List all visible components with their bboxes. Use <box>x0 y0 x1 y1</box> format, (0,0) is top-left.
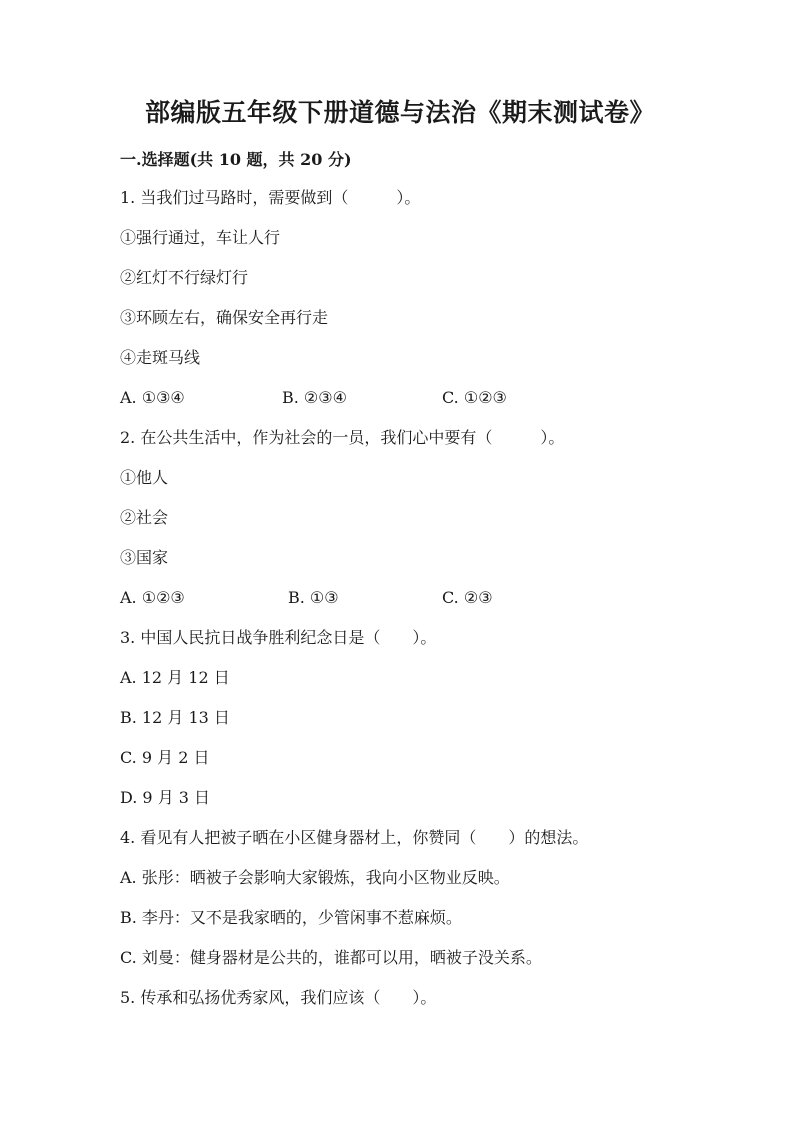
question-4-option-b[interactable]: B. 李丹：又不是我家晒的，少管闲事不惹麻烦。 <box>120 908 462 927</box>
question-2-option-b[interactable]: B. ①③ <box>288 588 339 607</box>
question-1-option-c[interactable]: C. ①②③ <box>442 388 507 407</box>
question-1-statement-3: ③环顾左右，确保安全再行走 <box>120 308 329 327</box>
question-2-option-a[interactable]: A. ①②③ <box>120 588 185 607</box>
question-2-options <box>120 586 720 610</box>
question-4-stem: 4. 看见有人把被子晒在小区健身器材上，你赞同（ ）的想法。 <box>120 828 589 847</box>
exam-title: 部编版五年级下册道德与法治《期末测试卷》 <box>144 98 655 127</box>
question-1-statement-4: ④走斑马线 <box>120 348 201 367</box>
section-heading: 一.选择题(共 10 题，共 20 分) <box>120 150 352 169</box>
question-3-option-c[interactable]: C. 9 月 2 日 <box>120 748 210 767</box>
question-3-option-a[interactable]: A. 12 月 12 日 <box>120 668 230 687</box>
question-1-stem: 1. 当我们过马路时，需要做到（ ）。 <box>120 188 421 207</box>
question-1-statement-1: ①强行通过，车让人行 <box>120 228 281 247</box>
question-2-option-c[interactable]: C. ②③ <box>442 588 493 607</box>
question-2-statement-2: ②社会 <box>120 508 169 527</box>
question-3-option-d[interactable]: D. 9 月 3 日 <box>120 788 211 807</box>
question-2-statement-3: ③国家 <box>120 548 169 567</box>
question-3-option-b[interactable]: B. 12 月 13 日 <box>120 708 230 727</box>
question-4-option-c[interactable]: C. 刘曼：健身器材是公共的，谁都可以用，晒被子没关系。 <box>120 948 542 967</box>
question-5-stem: 5. 传承和弘扬优秀家风，我们应该（ ）。 <box>120 988 437 1007</box>
question-3-stem: 3. 中国人民抗日战争胜利纪念日是（ ）。 <box>120 628 437 647</box>
question-1-option-a[interactable]: A. ①③④ <box>120 388 185 407</box>
question-4-option-a[interactable]: A. 张彤：晒被子会影响大家锻炼，我向小区物业反映。 <box>120 868 510 887</box>
question-2-stem: 2. 在公共生活中，作为社会的一员，我们心中要有（ ）。 <box>120 428 565 447</box>
question-2-statement-1: ①他人 <box>120 468 169 487</box>
question-1-options <box>120 386 720 410</box>
question-1-option-b[interactable]: B. ②③④ <box>282 388 347 407</box>
question-1-statement-2: ②红灯不行绿灯行 <box>120 268 249 287</box>
